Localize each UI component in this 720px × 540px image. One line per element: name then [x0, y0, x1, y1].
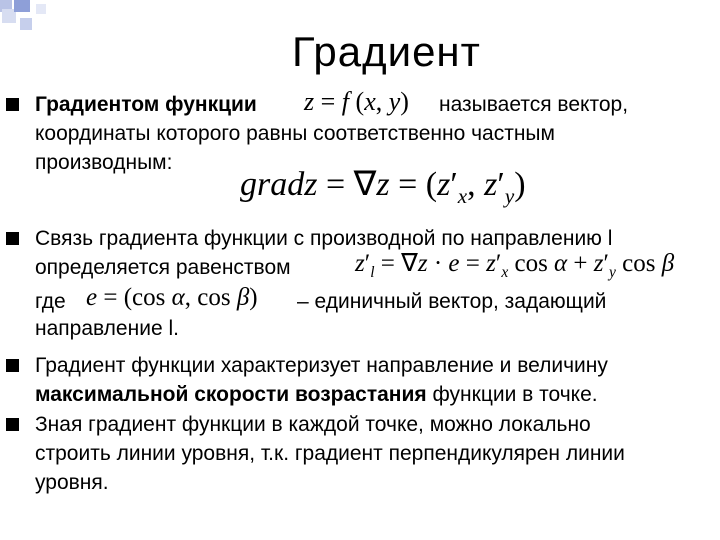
- bullet3-line1: Градиент функции характеризует направление и величину: [35, 354, 608, 377]
- bullet2-line3-lead: где: [35, 290, 66, 313]
- bullet1-lead: [35, 92, 257, 118]
- bullet-marker: [6, 359, 19, 372]
- bullet3-bold-phrase: максимальной скорости возрастания: [35, 383, 427, 406]
- bullet1-line3: производным:: [35, 151, 173, 174]
- bullet1-line2: координаты которого равны соответственно частным: [35, 122, 555, 145]
- bullet2-line1: Связь градиента функции с производной по направлению l: [35, 227, 613, 250]
- formula-function: z = f (x, y): [304, 87, 409, 116]
- bullet2-line4: направление l.: [35, 317, 179, 340]
- formula-gradient: gradz = $\nabla z = (z'_x$, $z'_y$): [240, 166, 526, 208]
- bullet3-line2: [35, 382, 598, 408]
- formula-unit-vector: e = (cos α, cos β): [86, 284, 258, 311]
- bullet1-line1-tail: называется вектор,: [439, 93, 629, 116]
- bullet4-line2: строить линии уровня, т.к. градиент перпендикулярен линии: [35, 442, 625, 465]
- bullet3-line2-tail: функции в точке.: [426, 383, 598, 406]
- bullet2-line3-tail: – единичный вектор, задающий: [297, 290, 607, 313]
- bullet4-line3: уровня.: [35, 471, 109, 494]
- formula-directional-derivative: $z'_l = \nabla z \cdot e = z'_x$ $\cos \alpha + z'_y$ cos β: [355, 250, 675, 281]
- bullet2-line2: определяется равенством: [35, 256, 291, 279]
- bullet4-line1: Зная градиент функции в каждой точке, можно локально: [35, 413, 591, 436]
- bullet1-bold-lead: Градиентом функции: [35, 93, 257, 116]
- bullet-marker: [6, 98, 19, 111]
- slide-title: Градиент: [292, 28, 481, 75]
- bullet-marker: [6, 232, 19, 245]
- bullet-marker: [6, 418, 19, 431]
